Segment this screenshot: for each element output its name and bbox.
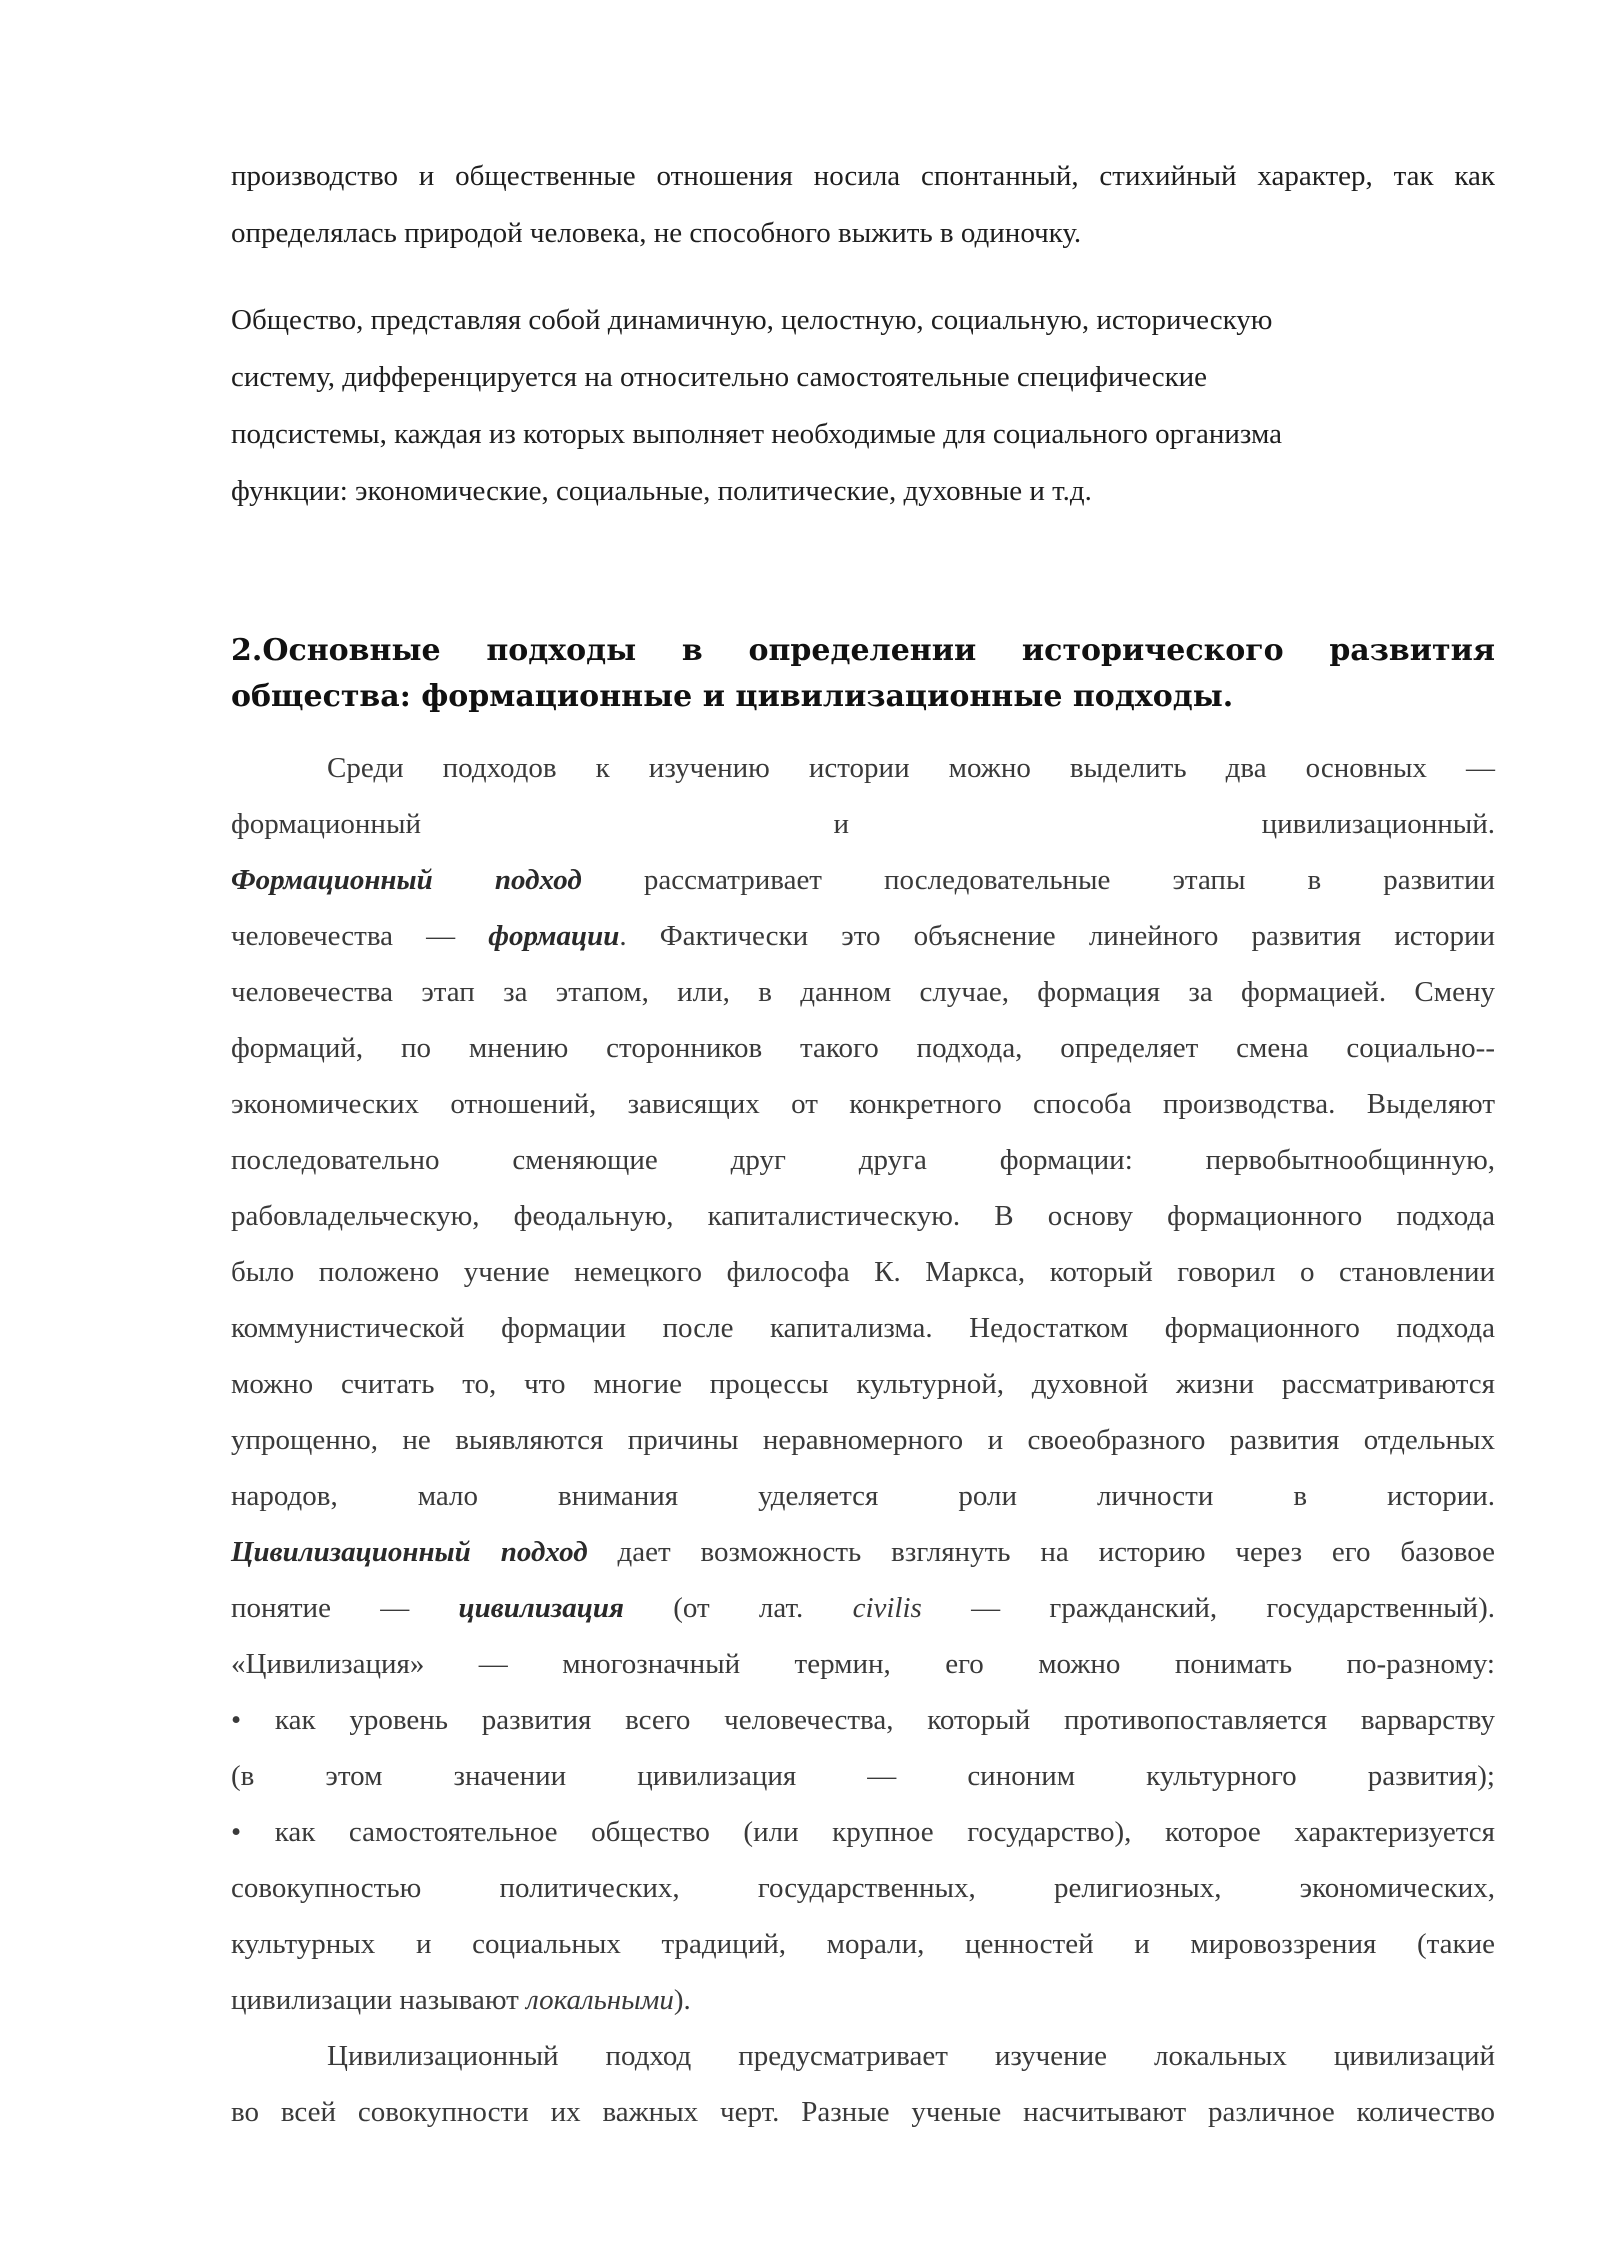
text-fragment: цивилизации называют: [231, 1984, 527, 2016]
text-fragment: дает возможность взглянуть на историю через его базовое: [587, 1536, 1495, 1568]
term-civilization-approach: Цивилизационный подход: [231, 1536, 588, 1568]
latin-word: civilis: [852, 1592, 922, 1624]
text-line: (в этом значении цивилизация — синоним культурного развития);: [231, 1760, 1495, 1792]
text-line: человечества этап за этапом, или, в данном случае, формация за формацией. Смену: [231, 976, 1495, 1008]
text-fragment: рассматривает последовательные этапы в развитии: [581, 864, 1495, 896]
paragraph-society: [231, 292, 1495, 520]
text-line: [231, 852, 1495, 908]
text-fragment: — гражданский, государственный).: [921, 1592, 1495, 1624]
text-fragment: (от лат.: [623, 1592, 853, 1624]
term-local: локальными: [526, 1984, 674, 2016]
text-line: Среди подходов к изучению истории можно выделить два основных —: [327, 752, 1495, 784]
term-formation-approach: Формационный подход: [231, 864, 582, 896]
text-fragment: . Фактически это объяснение линейного развития истории: [619, 920, 1495, 952]
text-line: рабовладельческую, феодальную, капиталистическую. В основу формационного подхода: [231, 1200, 1495, 1232]
document-page: [231, 148, 1495, 2140]
text-line: упрощенно, не выявляются причины неравномерного и своеобразного развития отдельных: [231, 1424, 1495, 1456]
text-line: последовательно сменяющие друг друга формации: первобытнообщинную,: [231, 1144, 1495, 1176]
bullet-line: • как самостоятельное общество (или крупное государство), которое характеризуется: [231, 1816, 1495, 1848]
term-civilization: цивилизация: [458, 1592, 624, 1624]
bullet-line: • как уровень развития всего человечества, который противопоставляется варварству: [231, 1704, 1495, 1736]
text-line: совокупностью политических, государственных, религиозных, экономических,: [231, 1872, 1495, 1904]
text-line: коммунистической формации после капитализма. Недостатком формационного подхода: [231, 1312, 1495, 1344]
text-line: подсистемы, каждая из которых выполняет необходимые для социального организма: [231, 418, 1282, 450]
text-fragment: человечества —: [231, 920, 489, 952]
text-line: [231, 1580, 1495, 1636]
text-line: систему, дифференцируется на относительно самостоятельные специфические: [231, 361, 1208, 393]
text-line: [231, 1524, 1495, 1580]
text-line: во всей совокупности их важных черт. Разные ученые насчитывают различное количество: [231, 2096, 1495, 2128]
paragraph-intro: производство и общественные отношения носила спонтанный, стихийный характер, так как определялась природой человека, не способного выжить в одиночку.: [231, 160, 1495, 249]
text-line: «Цивилизация» — многозначный термин, его можно понимать по-разному:: [231, 1648, 1495, 1680]
text-fragment: ).: [673, 1984, 691, 2016]
text-line: [231, 1972, 1495, 2028]
text-line: народов, мало внимания уделяется роли личности в истории.: [231, 1480, 1495, 1512]
text-line: формаций, по мнению сторонников такого подхода, определяет смена социально--: [231, 1032, 1495, 1064]
term-formations: формации: [488, 920, 620, 952]
paragraph-civilization-approach: [231, 2028, 1495, 2140]
text-line: Цивилизационный подход предусматривает изучение локальных цивилизаций: [327, 2040, 1495, 2072]
paragraph-approaches: [231, 740, 1495, 2028]
text-line: экономических отношений, зависящих от конкретного способа производства. Выделяют: [231, 1088, 1495, 1120]
text-line: можно считать то, что многие процессы культурной, духовной жизни рассматриваются: [231, 1368, 1495, 1400]
section-heading: 2.Основные подходы в определении исторического развития общества: формационные и цивилизационные подходы.: [231, 633, 1495, 714]
text-line: функции: экономические, социальные, политические, духовные и т.д.: [231, 475, 1092, 507]
text-line: формационный и цивилизационный.: [231, 808, 1495, 840]
text-line: было положено учение немецкого философа К. Маркса, который говорил о становлении: [231, 1256, 1495, 1288]
text-fragment: понятие —: [231, 1592, 459, 1624]
text-line: Общество, представляя собой динамичную, целостную, социальную, историческую: [231, 304, 1273, 336]
text-line: [231, 908, 1495, 964]
text-line: культурных и социальных традиций, морали, ценностей и мировоззрения (такие: [231, 1928, 1495, 1960]
